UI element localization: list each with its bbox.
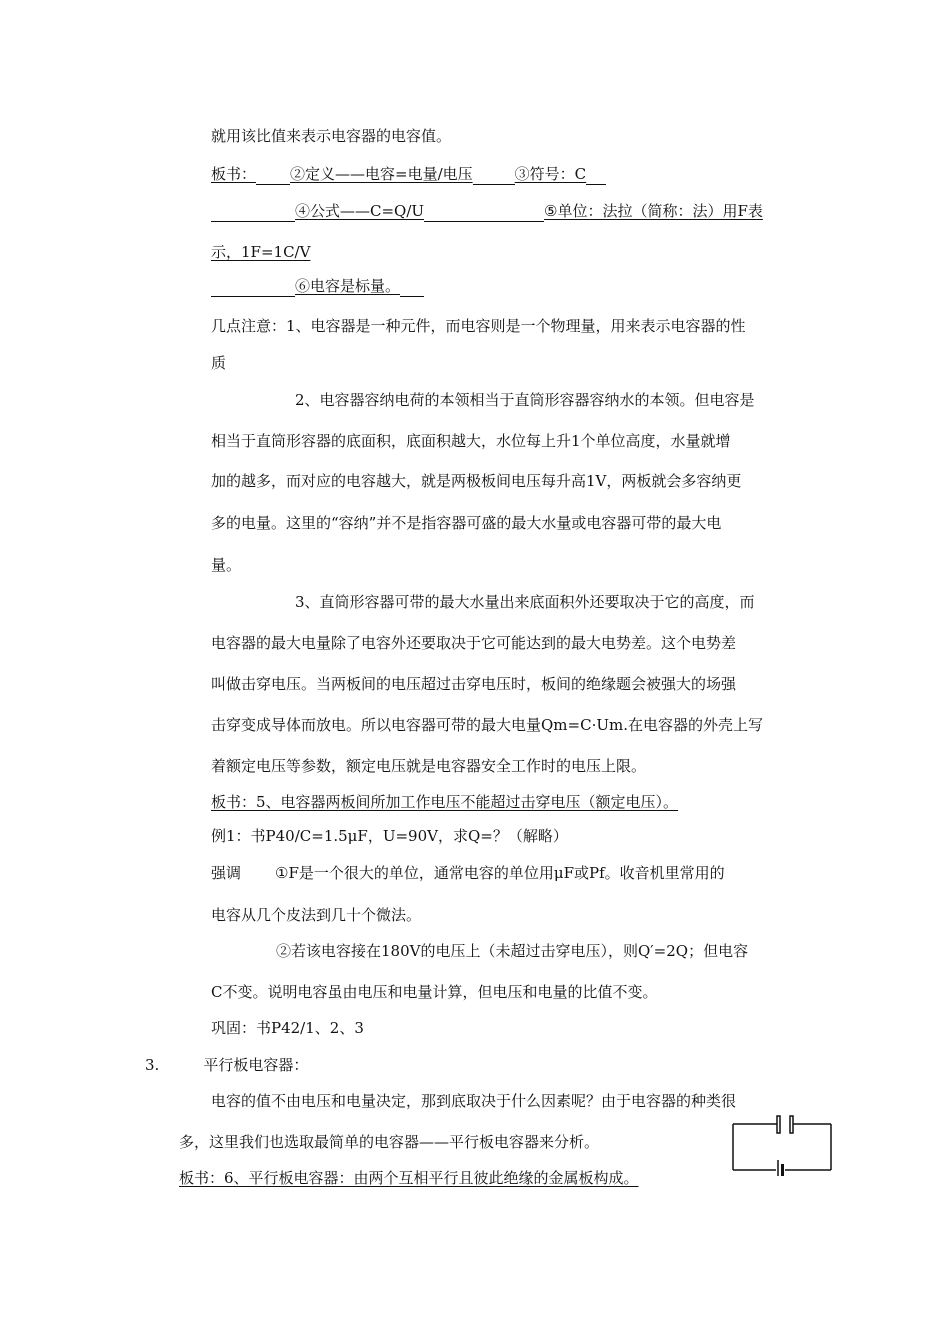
text-line: 几点注意：1、电容器是一种元件，而电容则是一个物理量，用来表示电容器的性 — [211, 317, 746, 335]
emphasis-text: ①F是一个很大的单位，通常电容的单位用μF或Pf。收音机里常用的 — [275, 864, 725, 882]
board-note-parallel-plate: 板书：6、平行板电容器：由两个互相平行且彼此绝缘的金属板构成。 — [179, 1169, 639, 1187]
text-line: 电容的值不由电压和电量决定，那到底取决于什么因素呢？由于电容器的种类很 — [211, 1092, 737, 1110]
text-line: 着额定电压等参数，额定电压就是电容器安全工作时的电压上限。 — [211, 757, 647, 775]
section-heading — [145, 1054, 308, 1076]
capacitor-battery-circuit-icon — [728, 1114, 836, 1176]
definition-text: ②定义——电容=电量/电压 — [290, 165, 473, 183]
board-note-formula — [211, 200, 763, 222]
text-line: 3、直筒形容器可带的最大水量出来底面积外还要取决于它的高度，而 — [295, 593, 755, 611]
text-line: 电容从几个皮法到几十个微法。 — [211, 906, 422, 924]
emphasis-line — [211, 862, 725, 884]
board-note-label: 板书： — [211, 165, 257, 183]
scalar-text: ⑥电容是标量。 — [295, 277, 401, 295]
section-number: 3. — [145, 1056, 160, 1074]
section-title: 平行板电容器： — [203, 1056, 309, 1074]
text-line: 质 — [211, 354, 227, 372]
text-line: 2、电容器容纳电荷的本领相当于直筒形容器容纳水的本领。但电容是 — [295, 391, 755, 409]
text-line: 叫做击穿电压。当两板间的电压超过击穿电压时，板间的绝缘题会被强大的场强 — [211, 675, 737, 693]
text-line: 就用该比值来表示电容器的电容值。 — [211, 127, 452, 145]
text-line: 相当于直筒形容器的底面积，底面积越大，水位每上升1个单位高度，水量就增 — [211, 432, 731, 450]
practice-line: 巩固：书P42/1、2、3 — [211, 1019, 364, 1037]
board-note-definition — [211, 163, 606, 185]
text-line: 击穿变成导体而放电。所以电容器可带的最大电量Qm=C·Um.在电容器的外壳上写 — [211, 716, 763, 734]
symbol-text: ③符号：C — [514, 165, 587, 183]
unit-text-cont: 示，1F=1C/V — [211, 243, 311, 261]
formula-text: ④公式——C=Q/U — [295, 202, 425, 220]
example-line: 例1：书P40/C=1.5μF，U=90V，求Q=？（解略） — [211, 827, 568, 845]
board-note-breakdown: 板书：5、电容器两板间所加工作电压不能超过击穿电压（额定电压）。 — [211, 793, 679, 811]
text-line: 电容器的最大电量除了电容外还要取决于它可能达到的最大电势差。这个电势差 — [211, 634, 737, 652]
board-note-scalar — [211, 275, 424, 297]
unit-text: ⑤单位：法拉（简称：法）用F表 — [544, 202, 763, 220]
text-line: 加的越多，而对应的电容越大，就是两极板间电压每升高1V，两板就会多容纳更 — [211, 472, 742, 490]
text-line: C不变。说明电容虽由电压和电量计算，但电压和电量的比值不变。 — [211, 983, 658, 1001]
text-line: 量。 — [211, 556, 242, 574]
text-line: ②若该电容接在180V的电压上（未超过击穿电压），则Q′=2Q；但电容 — [276, 942, 749, 960]
text-line: 多，这里我们也选取最简单的电容器——平行板电容器来分析。 — [179, 1133, 600, 1151]
emphasis-label: 强调 — [211, 864, 242, 882]
text-line: 多的电量。这里的“容纳”并不是指容器可盛的最大水量或电容器可带的最大电 — [211, 514, 722, 532]
